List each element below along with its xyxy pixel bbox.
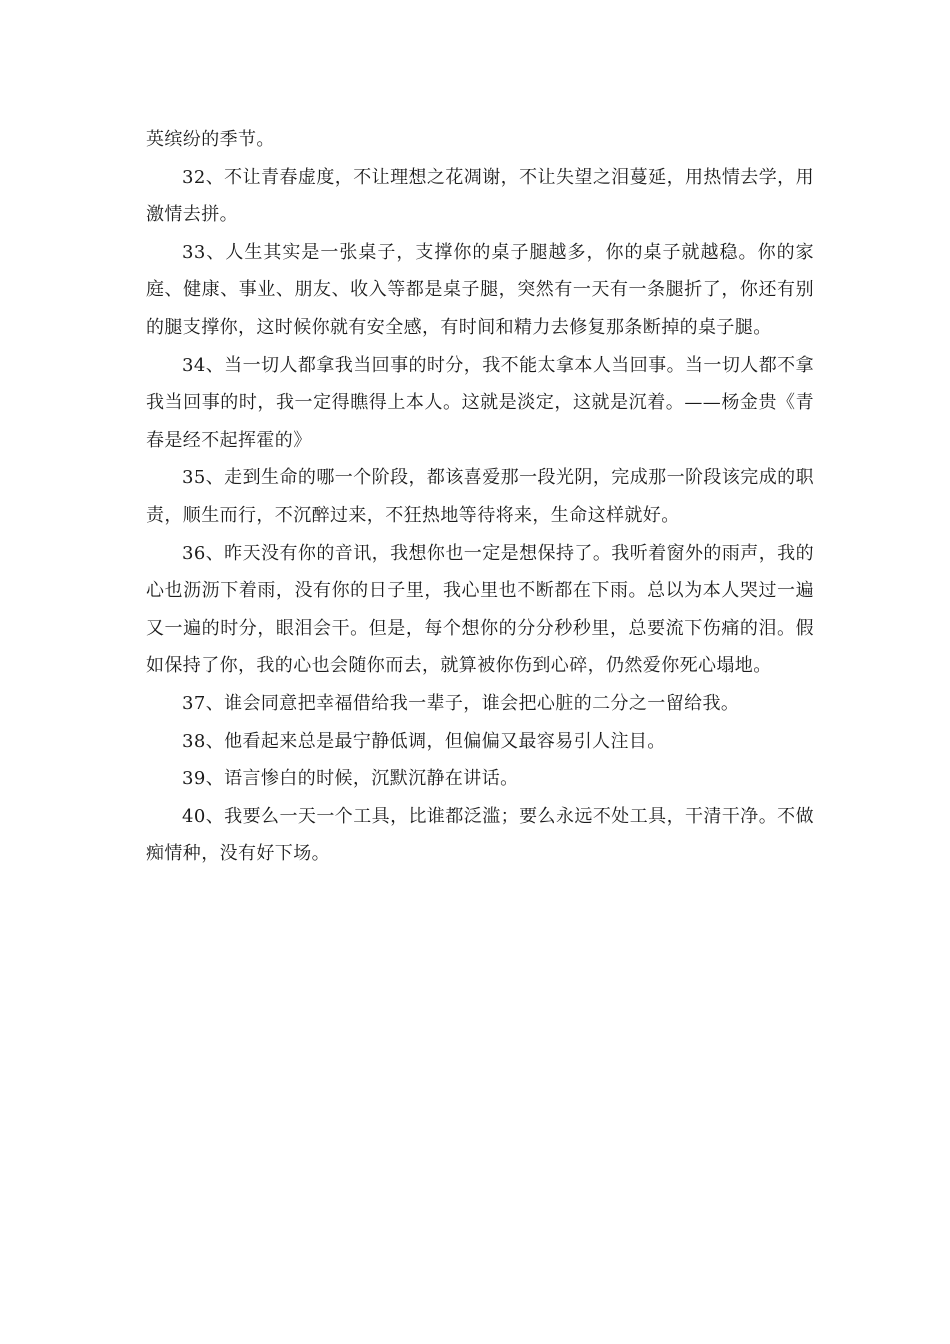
paragraph-40: 40、我要么一天一个工具，比谁都泛滥；要么永远不处工具，干清干净。不做痴情种，没有好下场。: [146, 805, 814, 865]
paragraph-37: 37、谁会同意把幸福借给我一辈子，谁会把心脏的二分之一留给我。: [182, 692, 740, 714]
paragraph-34: 34、当一切人都拿我当回事的时分，我不能太拿本人当回事。当一切人都不拿我当回事的时，我一定得瞧得上本人。这就是淡定，这就是沉着。——杨金贵《青春是经不起挥霍的》: [146, 354, 814, 451]
paragraph-38: 38、他看起来总是最宁静低调，但偏偏又最容易引人注目。: [182, 730, 666, 752]
paragraph-35: 35、走到生命的哪一个阶段，都该喜爱那一段光阴，完成那一阶段该完成的职责，顺生而行，不沉醉过来，不狂热地等待将来，生命这样就好。: [146, 467, 814, 526]
paragraph-32: 32、不让青春虚度，不让理想之花凋谢，不让失望之泪蔓延，用热情去学，用激情去拼。: [146, 166, 814, 226]
paragraph-36: 36、昨天没有你的音讯，我想你也一定是想保持了。我听着窗外的雨声，我的心也沥沥下着雨，没有你的日子里，我心里也不断都在下雨。总以为本人哭过一遍又一遍的时分，眼泪会干。但是，每个想你的分分秒秒里，总要流下伤痛的泪。假如保持了你，我的心也会随你而去，就算被你伤到心碎，仍然爱你死心塌地。: [146, 542, 814, 677]
paragraph-continuation: 英缤纷的季节。: [146, 129, 275, 150]
paragraph-33: 33、人生其实是一张桌子，支撑你的桌子腿越多，你的桌子就越稳。你的家庭、健康、事业、朋友、收入等都是桌子腿，突然有一天有一条腿折了，你还有别的腿支撑你，这时候你就有安全感，有时间和精力去修复那条断掉的桌子腿。: [146, 241, 814, 338]
paragraph-39: 39、语言惨白的时候，沉默沉静在讲话。: [182, 768, 519, 790]
document-body: [146, 121, 814, 873]
